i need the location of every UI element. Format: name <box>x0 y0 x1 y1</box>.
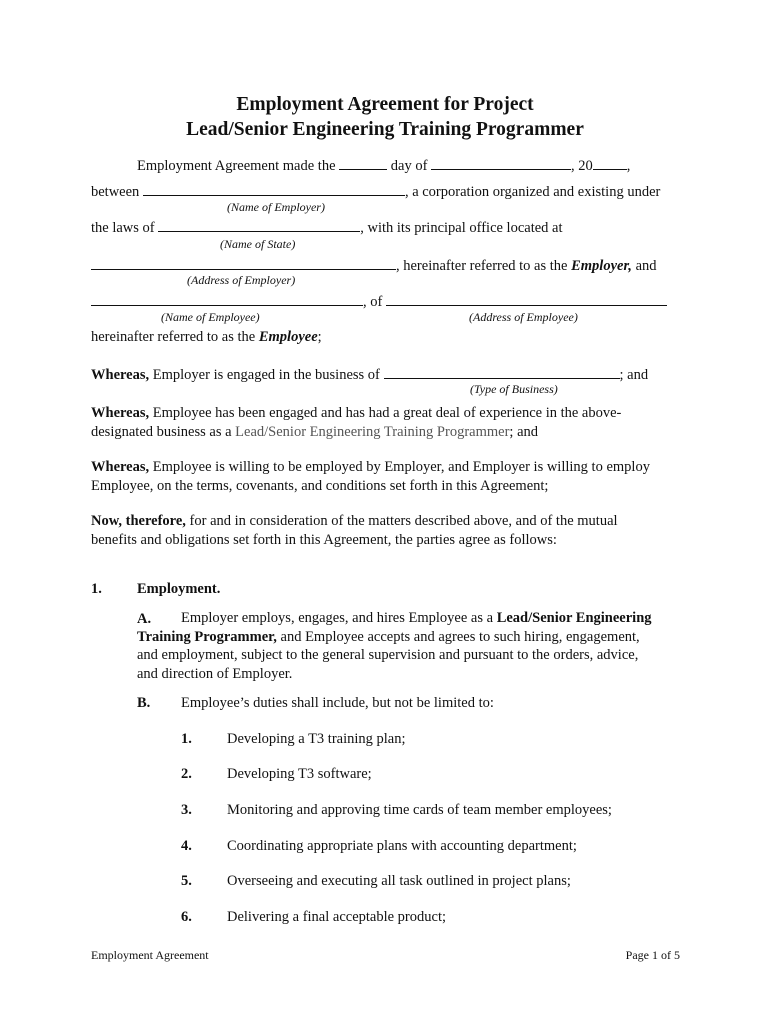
address-of-employee-caption: (Address of Employee) <box>469 310 578 324</box>
referred-employer-pre: , hereinafter referred to as the <box>396 258 568 274</box>
month-blank[interactable] <box>431 156 571 170</box>
whereas-lead-2: Whereas, <box>91 405 150 421</box>
whereas-experience-pre: designated business as a <box>91 424 232 440</box>
duty-2-number: 2. <box>181 766 192 782</box>
day-of-text: day of <box>390 158 428 174</box>
clause-b-text: Employee’s duties shall include, but not be limited to: <box>181 695 494 711</box>
duty-3-number: 3. <box>181 802 192 818</box>
whereas-willing-line-1: Employee is willing to be employed by Employer, and Employer is willing to employ <box>152 459 650 475</box>
duty-4-text: Coordinating appropriate plans with accounting department; <box>227 838 577 854</box>
address-of-employer-caption: (Address of Employer) <box>187 273 296 287</box>
referred-employer-post: and <box>635 258 657 274</box>
corporation-text: , a corporation organized and existing under <box>404 184 661 200</box>
employee-line <box>91 292 667 311</box>
between-line <box>91 182 660 201</box>
intro-line-1 <box>137 156 630 175</box>
day-blank[interactable] <box>339 156 387 170</box>
duty-2-text: Developing T3 software; <box>227 766 372 782</box>
whereas-willing <box>91 458 683 496</box>
now-therefore-lead: Now, therefore, <box>91 513 186 529</box>
duty-6-text: Delivering a final acceptable product; <box>227 909 447 925</box>
duty-1-number: 1. <box>181 731 192 747</box>
whereas-business-end: ; and <box>619 367 649 383</box>
whereas-business-text: Employer is engaged in the business of <box>152 367 380 383</box>
employee-address-blank[interactable] <box>386 292 667 306</box>
clause-a-line-2: and Employee accepts and agrees to such hiring, engagement, <box>280 628 640 645</box>
clause-a-letter: A. <box>137 611 152 627</box>
between-text: between <box>91 184 140 200</box>
referred-employee-pre: hereinafter referred to as the <box>91 329 256 345</box>
laws-of-line <box>91 218 563 237</box>
duty-6-number: 6. <box>181 909 192 925</box>
clause-a-line-4: and direction of Employer. <box>137 665 293 682</box>
duty-3-text: Monitoring and approving time cards of team member employees; <box>227 802 612 818</box>
year-prefix: , 20 <box>571 158 593 174</box>
title-line-1: Employment Agreement for Project <box>236 94 534 115</box>
whereas-lead-1: Whereas, <box>91 367 150 383</box>
duty-1-text: Developing a T3 training plan; <box>227 731 406 747</box>
employee-term: Employee <box>258 329 318 345</box>
business-type-blank[interactable] <box>384 365 620 379</box>
state-blank[interactable] <box>158 218 360 232</box>
clause-b-letter: B. <box>137 695 151 711</box>
employer-address-blank[interactable] <box>91 256 396 270</box>
clause-a-line-1: Employer employs, engages, and hires Employee as a <box>181 610 494 626</box>
duty-5-text: Overseeing and executing all task outlined in project plans; <box>227 873 571 889</box>
of-text: , of <box>363 294 383 310</box>
clause-a-role-1: Lead/Senior Engineering <box>496 610 652 626</box>
clause-a-text <box>137 609 685 683</box>
clause-a-line-3: and employment, subject to the general supervision and pursuant to the orders, advice, <box>137 647 639 663</box>
section-1-number: 1. <box>91 581 102 597</box>
employee-name-blank[interactable] <box>91 292 363 306</box>
name-of-employee-caption: (Name of Employee) <box>161 310 260 324</box>
whereas-experience-role: Lead/Senior Engineering Training Programmer <box>235 424 510 440</box>
referred-employee-line <box>91 328 322 346</box>
type-of-business-caption: (Type of Business) <box>470 382 558 396</box>
clause-a-role-2: Training Programmer, <box>137 628 277 645</box>
year-suffix: , <box>626 158 631 174</box>
whereas-experience-line-1: Employee has been engaged and has had a great deal of experience in the above- <box>152 405 622 421</box>
now-therefore-line-1: for and in consideration of the matters described above, and of the mutual <box>189 513 618 529</box>
whereas-experience <box>91 404 683 442</box>
whereas-experience-post: ; and <box>509 424 539 440</box>
section-1-heading: Employment. <box>137 581 221 597</box>
now-therefore-line-2: benefits and obligations set forth in this Agreement, the parties agree as follows: <box>91 532 557 548</box>
employer-address-line <box>91 256 657 275</box>
whereas-business <box>91 365 648 384</box>
referred-employee-post: ; <box>317 329 322 345</box>
whereas-willing-line-2: Employee, on the terms, covenants, and conditions set forth in this Agreement; <box>91 478 549 494</box>
laws-of-text: the laws of <box>91 220 155 236</box>
footer-page-number: Page 1 of 5 <box>625 948 680 962</box>
whereas-lead-3: Whereas, <box>91 459 150 475</box>
made-the-text: Employment Agreement made the <box>137 158 336 174</box>
title-line-2: Lead/Senior Engineering Training Programmer <box>186 119 584 140</box>
now-therefore <box>91 512 683 550</box>
year-blank[interactable] <box>593 156 627 170</box>
employer-name-blank[interactable] <box>143 182 405 196</box>
duty-4-number: 4. <box>181 838 192 854</box>
duty-5-number: 5. <box>181 873 192 889</box>
employer-term: Employer, <box>571 258 632 274</box>
principal-office-text: , with its principal office located at <box>360 220 563 236</box>
name-of-state-caption: (Name of State) <box>220 237 296 251</box>
name-of-employer-caption: (Name of Employer) <box>227 200 325 214</box>
footer-left: Employment Agreement <box>91 948 209 962</box>
